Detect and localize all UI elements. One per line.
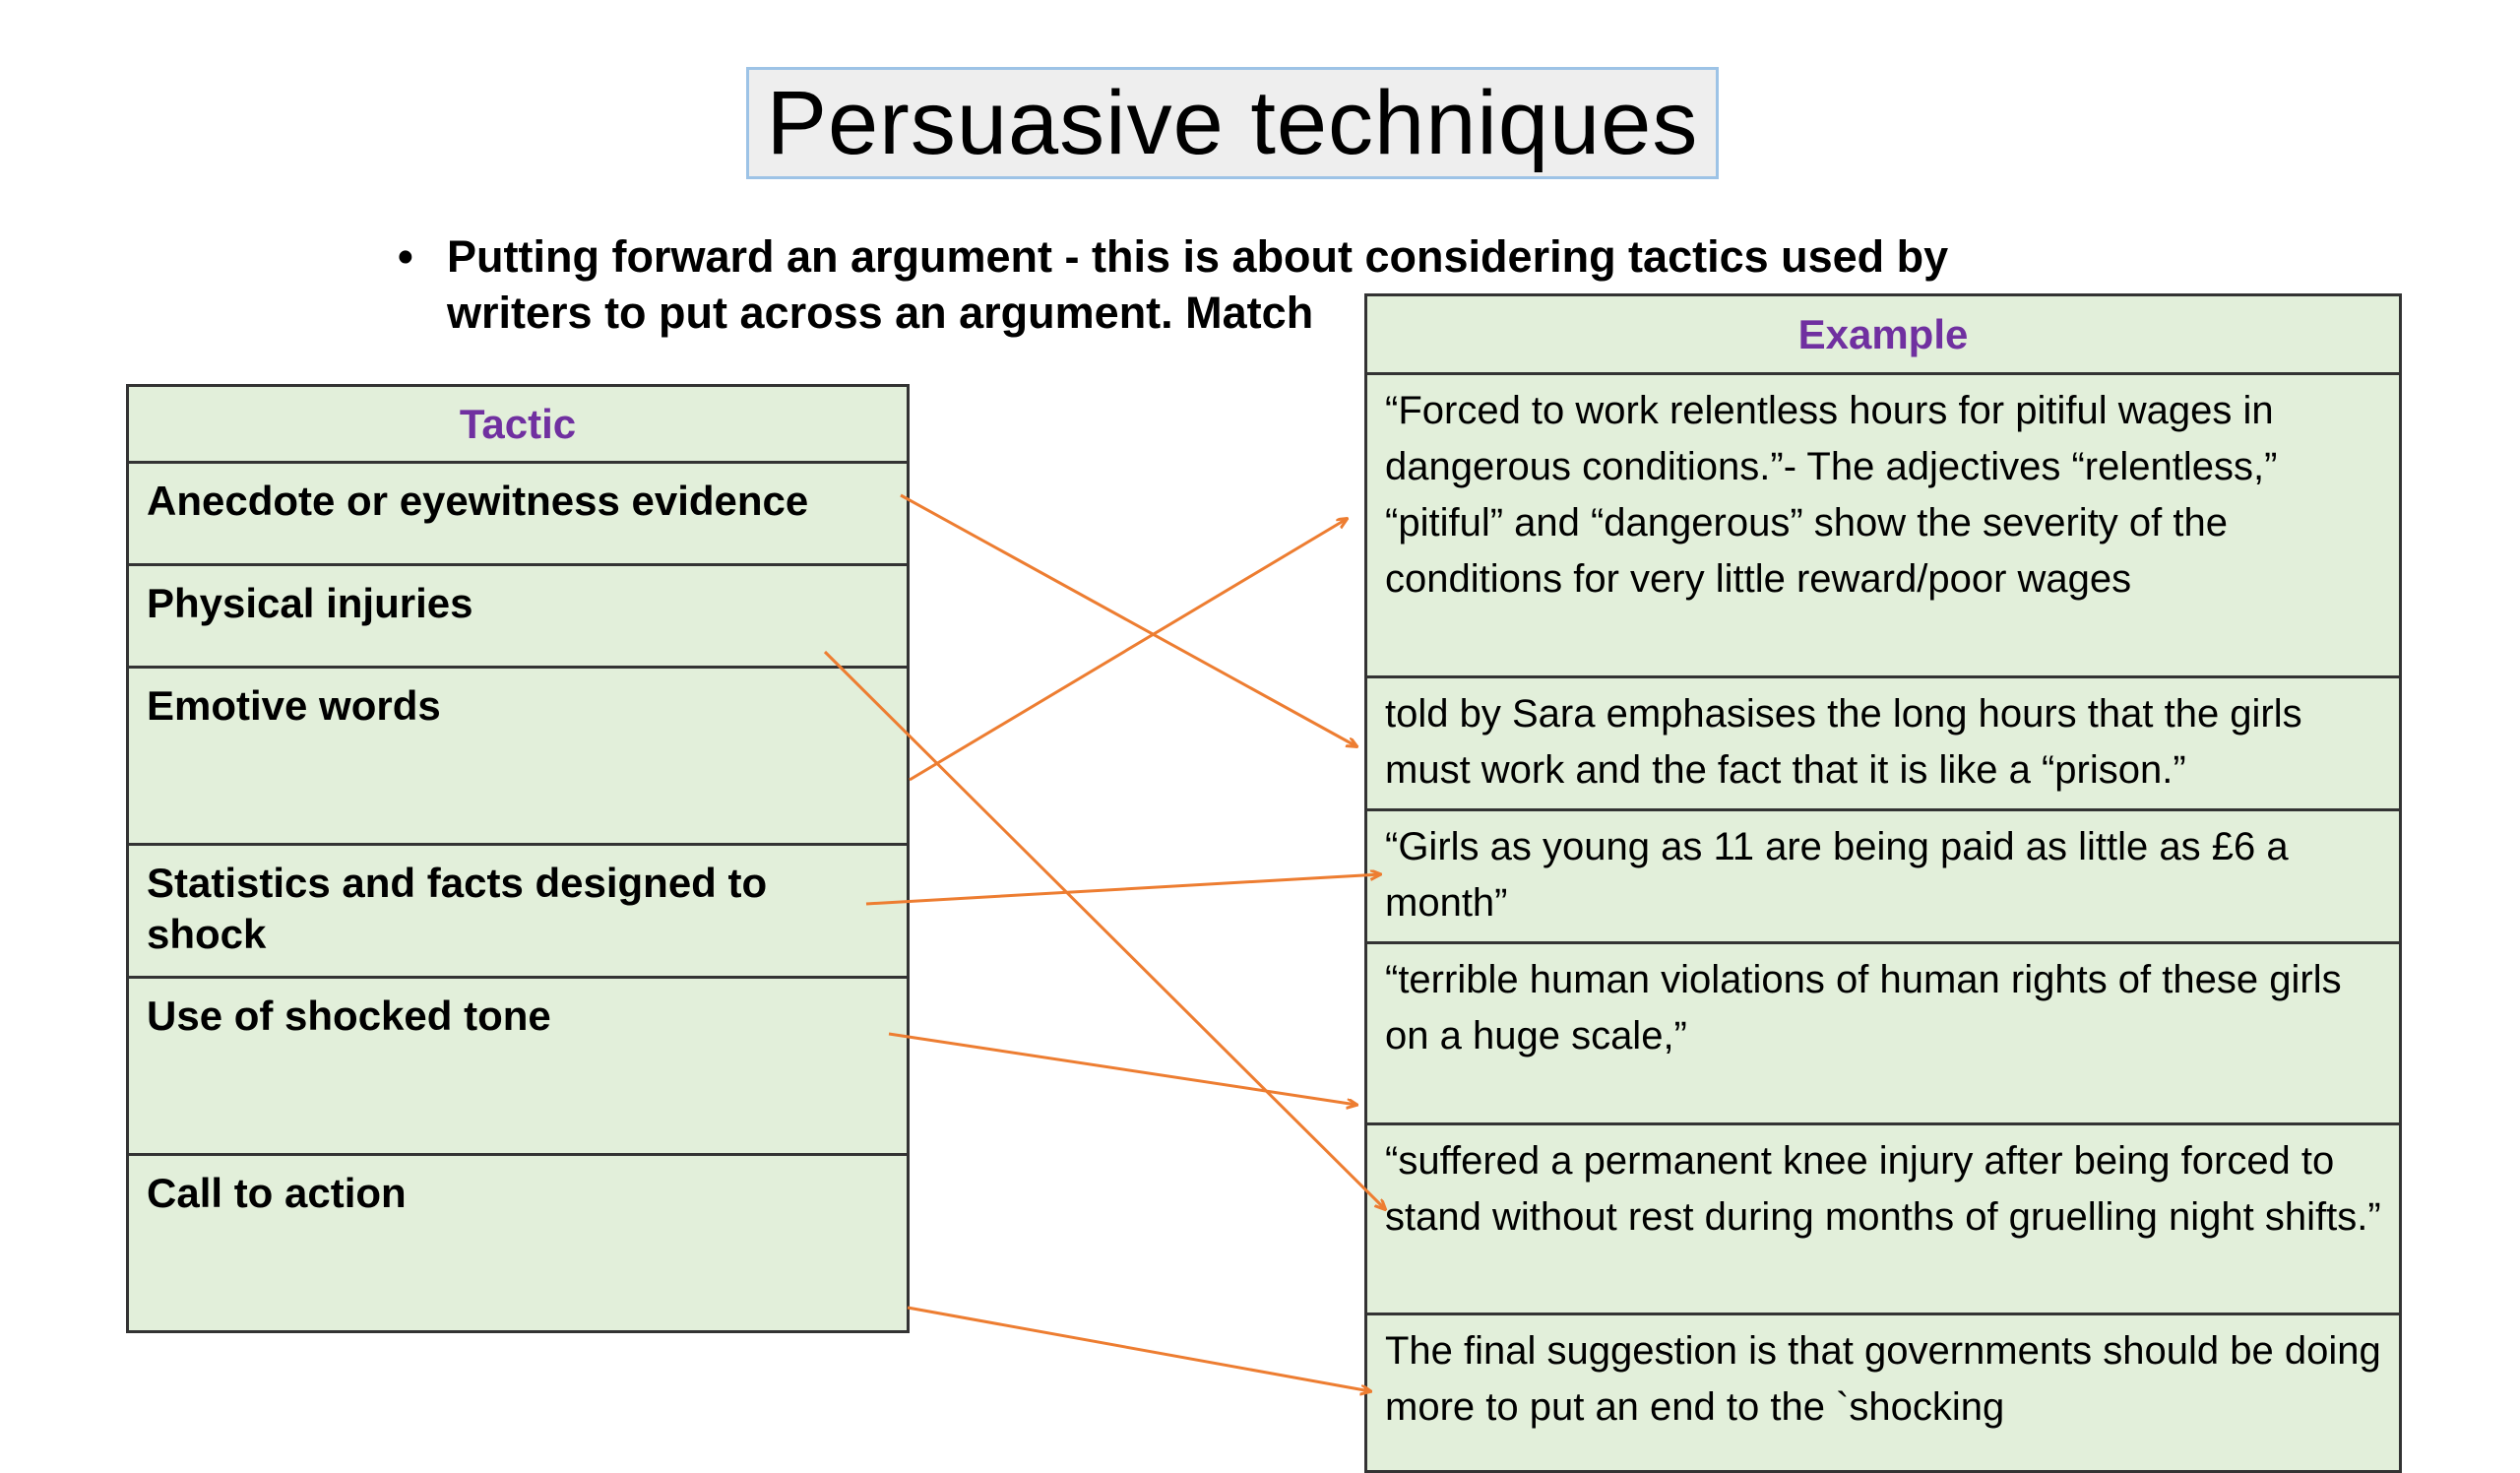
tactic-cell: Emotive words [128, 668, 909, 845]
example-cell: “suffered a permanent knee injury after being forced to stand without rest during months of gruelling night shifts.” [1366, 1124, 2401, 1314]
arrow-statistics [866, 874, 1380, 904]
slide-title: Persuasive techniques [766, 72, 1699, 173]
tactic-cell: Anecdote or eyewitness evidence [128, 463, 909, 565]
tactic-cell: Physical injuries [128, 565, 909, 668]
example-table [1364, 293, 2402, 1473]
tactic-table [126, 384, 910, 1333]
example-cell: told by Sara emphasises the long hours that the girls must work and the fact that it is like a “prison.” [1366, 677, 2401, 810]
arrow-emotive-words [910, 519, 1347, 780]
arrow-anecdote [901, 495, 1356, 746]
instruction-text: Putting forward an argument - this is about considering tactics used by writers to put across an argument. Match [447, 231, 1949, 338]
arrow-shocked-tone [889, 1034, 1356, 1105]
slide-title-box [746, 67, 1719, 179]
tactic-header: Tactic [128, 386, 909, 463]
example-cell: “terrible human violations of human rights of these girls on a huge scale,” [1366, 943, 2401, 1124]
example-cell: “Girls as young as 11 are being paid as little as £6 a month” [1366, 810, 2401, 943]
tactic-cell: Use of shocked tone [128, 978, 909, 1155]
arrow-call-to-action [908, 1308, 1370, 1391]
example-cell: “Forced to work relentless hours for pitiful wages in dangerous conditions.”- The adjectives “relentless,” “pitiful” and “dangerous” show the severity of the conditions for very little reward/poor wages [1366, 374, 2401, 677]
example-header: Example [1366, 295, 2401, 374]
tactic-cell: Statistics and facts designed to shock [128, 845, 909, 978]
example-cell: The final suggestion is that governments should be doing more to put an end to the `shocking [1366, 1314, 2401, 1472]
bullet-icon: • [398, 231, 413, 282]
tactic-cell: Call to action [128, 1155, 909, 1332]
